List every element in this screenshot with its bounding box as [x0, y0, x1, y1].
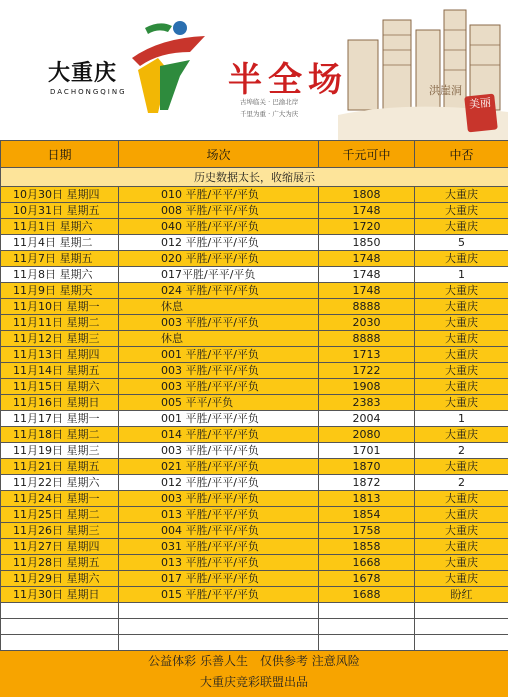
empty-cell [415, 635, 508, 651]
cell-result: 2 [415, 443, 508, 459]
cell-date: 11月19日 星期三 [1, 443, 119, 459]
cell-amount: 8888 [319, 331, 415, 347]
cell-result: 大重庆 [415, 363, 508, 379]
cell-result: 大重庆 [415, 187, 508, 203]
empty-row [1, 635, 508, 651]
cell-result: 盼红 [415, 587, 508, 603]
cell-match: 024 平胜/平平/平负 [119, 283, 319, 299]
cell-amount: 2004 [319, 411, 415, 427]
cell-date: 11月1日 星期六 [1, 219, 119, 235]
table-row [1, 235, 508, 251]
table-row [1, 267, 508, 283]
table-row [1, 555, 508, 571]
cell-amount: 1748 [319, 283, 415, 299]
table-body [1, 168, 508, 651]
cell-date: 11月15日 星期六 [1, 379, 119, 395]
table-row [1, 475, 508, 491]
cell-result: 大重庆 [415, 331, 508, 347]
cell-match: 031 平胜/平平/平负 [119, 539, 319, 555]
cell-match: 010 平胜/平平/平负 [119, 187, 319, 203]
empty-cell [415, 619, 508, 635]
cell-amount: 1713 [319, 347, 415, 363]
cell-match: 017 平胜/平平/平负 [119, 571, 319, 587]
table-row [1, 299, 508, 315]
seal-stamp: 美丽 [464, 94, 498, 133]
cell-result: 大重庆 [415, 395, 508, 411]
table-row [1, 443, 508, 459]
cell-amount: 1688 [319, 587, 415, 603]
cell-result: 1 [415, 267, 508, 283]
cell-date: 11月18日 星期二 [1, 427, 119, 443]
table-row [1, 427, 508, 443]
cell-amount: 8888 [319, 299, 415, 315]
side-calligraphy: 洪崖洞 [429, 84, 462, 98]
cell-date: 11月7日 星期五 [1, 251, 119, 267]
cell-match: 013 平胜/平平/平负 [119, 555, 319, 571]
table-row [1, 587, 508, 603]
cell-match: 012 平胜/平平/平负 [119, 235, 319, 251]
cell-amount: 2383 [319, 395, 415, 411]
cell-date: 11月17日 星期一 [1, 411, 119, 427]
table-row [1, 411, 508, 427]
slogan-line-1: 古埠临关 · 巴渝北岸 [240, 96, 370, 108]
footer-line-2: 大重庆竞彩联盟出品 [0, 672, 508, 693]
cell-match: 014 平胜/平平/平负 [119, 427, 319, 443]
cell-result: 大重庆 [415, 251, 508, 267]
empty-cell [319, 603, 415, 619]
cell-match: 008 平胜/平平/平负 [119, 203, 319, 219]
cell-match: 021 平胜/平平/平负 [119, 459, 319, 475]
cell-result: 大重庆 [415, 219, 508, 235]
table-row [1, 379, 508, 395]
cell-date: 11月11日 星期二 [1, 315, 119, 331]
cell-result: 大重庆 [415, 491, 508, 507]
table-row [1, 459, 508, 475]
cell-match: 004 平胜/平平/平负 [119, 523, 319, 539]
page-title: 半全场 [228, 52, 348, 101]
cell-result: 大重庆 [415, 555, 508, 571]
cell-amount: 1720 [319, 219, 415, 235]
cell-amount: 1748 [319, 203, 415, 219]
cell-match: 休息 [119, 331, 319, 347]
cell-amount: 1870 [319, 459, 415, 475]
empty-cell [319, 619, 415, 635]
cell-date: 10月31日 星期五 [1, 203, 119, 219]
cell-date: 11月29日 星期六 [1, 571, 119, 587]
cell-amount: 1748 [319, 251, 415, 267]
cell-date: 11月12日 星期三 [1, 331, 119, 347]
cell-date: 11月27日 星期四 [1, 539, 119, 555]
cell-date: 10月30日 星期四 [1, 187, 119, 203]
cell-match: 003 平胜/平平/平负 [119, 379, 319, 395]
cell-match: 020 平胜/平平/平负 [119, 251, 319, 267]
empty-cell [119, 635, 319, 651]
banner-header [0, 0, 508, 140]
cell-result: 大重庆 [415, 539, 508, 555]
cell-result: 2 [415, 475, 508, 491]
empty-cell [119, 619, 319, 635]
cell-match: 012 平胜/平平/平负 [119, 475, 319, 491]
cell-result: 大重庆 [415, 379, 508, 395]
cell-result: 大重庆 [415, 571, 508, 587]
empty-cell [1, 603, 119, 619]
cell-date: 11月10日 星期一 [1, 299, 119, 315]
results-table-container [0, 140, 508, 651]
table-row [1, 507, 508, 523]
cell-match: 013 平胜/平平/平负 [119, 507, 319, 523]
cell-result: 大重庆 [415, 459, 508, 475]
cell-match: 005 平平/平负 [119, 395, 319, 411]
cell-amount: 1668 [319, 555, 415, 571]
cell-result: 大重庆 [415, 347, 508, 363]
table-row [1, 347, 508, 363]
cell-match: 015 平胜/平平/平负 [119, 587, 319, 603]
empty-cell [319, 635, 415, 651]
slogan-line-2: 千里为重 · 广大为庆 [240, 108, 370, 120]
table-row [1, 283, 508, 299]
cell-match: 001 平胜/平平/平负 [119, 411, 319, 427]
table-row [1, 491, 508, 507]
cell-result: 大重庆 [415, 283, 508, 299]
header-result: 中否 [415, 141, 508, 168]
cell-result: 大重庆 [415, 315, 508, 331]
table-row [1, 395, 508, 411]
footer [0, 650, 508, 697]
cell-result: 大重庆 [415, 427, 508, 443]
cell-date: 11月28日 星期五 [1, 555, 119, 571]
table-row [1, 219, 508, 235]
cell-date: 11月16日 星期日 [1, 395, 119, 411]
cell-amount: 2080 [319, 427, 415, 443]
cell-result: 1 [415, 411, 508, 427]
table-row [1, 315, 508, 331]
cell-amount: 1701 [319, 443, 415, 459]
empty-row [1, 619, 508, 635]
cell-result: 5 [415, 235, 508, 251]
cell-amount: 1813 [319, 491, 415, 507]
empty-cell [119, 603, 319, 619]
table-row [1, 571, 508, 587]
cell-result: 大重庆 [415, 299, 508, 315]
results-table [0, 140, 508, 651]
cell-date: 11月4日 星期二 [1, 235, 119, 251]
cell-result: 大重庆 [415, 507, 508, 523]
cell-date: 11月9日 星期天 [1, 283, 119, 299]
cell-amount: 1808 [319, 187, 415, 203]
cell-amount: 1850 [319, 235, 415, 251]
table-note-row [1, 168, 508, 187]
cell-date: 11月22日 星期六 [1, 475, 119, 491]
cell-match: 040 平胜/平平/平负 [119, 219, 319, 235]
table-header-row [1, 141, 508, 168]
cell-amount: 1722 [319, 363, 415, 379]
cell-result: 大重庆 [415, 523, 508, 539]
header-amount: 千元可中 [319, 141, 415, 168]
cell-match: 003 平胜/平平/平负 [119, 491, 319, 507]
cell-match: 001 平胜/平平/平负 [119, 347, 319, 363]
cell-result: 大重庆 [415, 203, 508, 219]
header-match: 场次 [119, 141, 319, 168]
cell-amount: 1678 [319, 571, 415, 587]
cell-date: 11月30日 星期日 [1, 587, 119, 603]
cell-date: 11月25日 星期二 [1, 507, 119, 523]
cell-match: 003 平胜/平平/平负 [119, 443, 319, 459]
cell-match: 003 平胜/平平/平负 [119, 363, 319, 379]
cell-date: 11月14日 星期五 [1, 363, 119, 379]
cell-date: 11月26日 星期三 [1, 523, 119, 539]
cell-date: 11月21日 星期五 [1, 459, 119, 475]
cell-match: 003 平胜/平平/平负 [119, 315, 319, 331]
table-row [1, 539, 508, 555]
table-row [1, 187, 508, 203]
cell-match: 休息 [119, 299, 319, 315]
table-row [1, 363, 508, 379]
table-row [1, 523, 508, 539]
table-row [1, 331, 508, 347]
table-note: 历史数据太长，收缩展示 [1, 168, 508, 187]
cell-amount: 1748 [319, 267, 415, 283]
empty-cell [1, 619, 119, 635]
cell-amount: 2030 [319, 315, 415, 331]
empty-cell [1, 635, 119, 651]
cell-match: 017平胜/平平/平负 [119, 267, 319, 283]
header-date: 日期 [1, 141, 119, 168]
cell-amount: 1908 [319, 379, 415, 395]
brand-pinyin: DACHONGQING [50, 88, 127, 96]
cell-amount: 1858 [319, 539, 415, 555]
cell-date: 11月8日 星期六 [1, 267, 119, 283]
cell-amount: 1854 [319, 507, 415, 523]
footer-line-1: 公益体彩 乐善人生 仅供参考 注意风险 [0, 651, 508, 672]
empty-row [1, 603, 508, 619]
empty-cell [415, 603, 508, 619]
cell-amount: 1872 [319, 475, 415, 491]
cell-amount: 1758 [319, 523, 415, 539]
table-row [1, 251, 508, 267]
table-row [1, 203, 508, 219]
cell-date: 11月24日 星期一 [1, 491, 119, 507]
cell-date: 11月13日 星期四 [1, 347, 119, 363]
brand-name: 大重庆 [48, 56, 117, 87]
